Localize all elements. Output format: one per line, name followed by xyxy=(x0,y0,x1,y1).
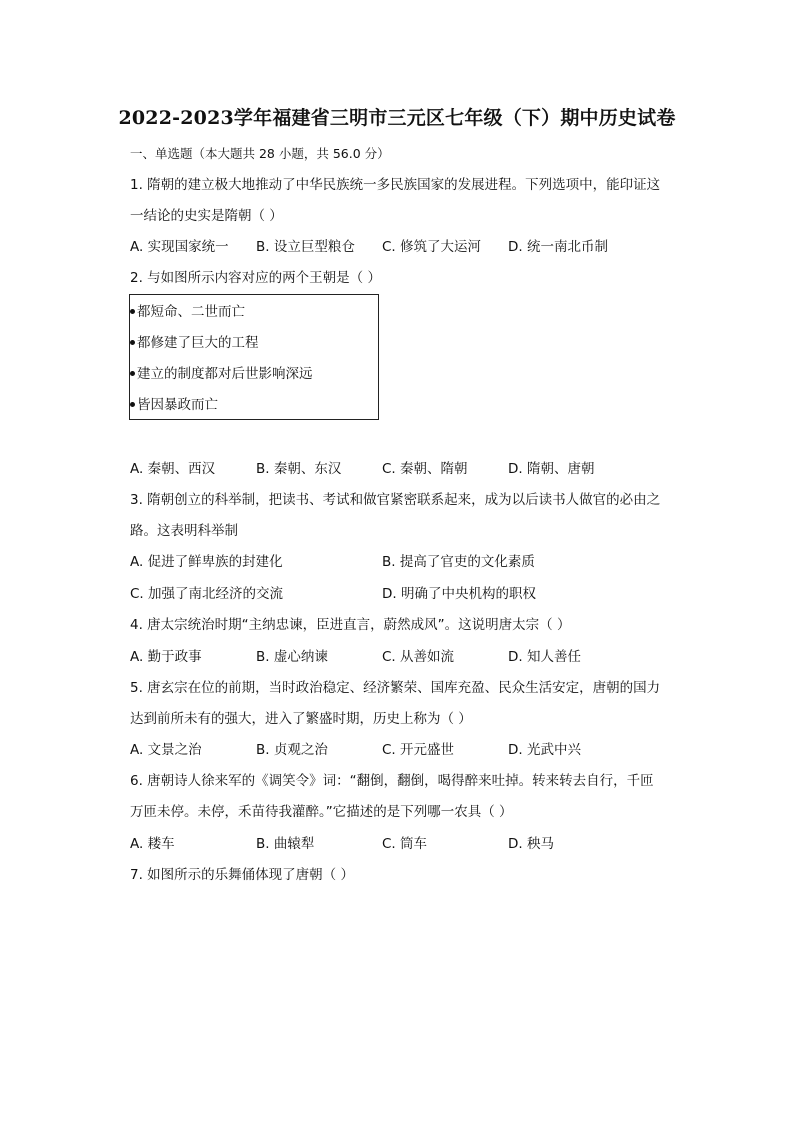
question-4-option-d: D. 知人善任 xyxy=(508,649,581,665)
question-3-option-a: A. 促进了鲜卑族的封建化 xyxy=(130,554,283,570)
question-6-option-a: A. 耧车 xyxy=(130,836,175,852)
question-3-option-c: C. 加强了南北经济的交流 xyxy=(130,586,284,602)
question-1-option-b: B. 设立巨型粮仓 xyxy=(256,239,355,255)
section-header: 一、单选题（本大题共 28 小题，共 56.0 分） xyxy=(130,146,390,161)
bullet-icon xyxy=(130,309,135,314)
question-1-line-2: 一结论的史实是隋朝（ ） xyxy=(130,208,283,224)
question-2-option-c: C. 秦朝、隋朝 xyxy=(382,461,468,477)
bullet-icon xyxy=(130,402,135,407)
box-item: 建立的制度都对后世影响深远 xyxy=(130,364,313,384)
question-5-option-a: A. 文景之治 xyxy=(130,742,202,758)
question-3-option-d: D. 明确了中央机构的职权 xyxy=(382,586,536,602)
question-5-line-1: 5. 唐玄宗在位的前期，当时政治稳定、经济繁荣、国库充盈、民众生活安定，唐朝的国力 xyxy=(130,680,661,696)
question-2-line-1: 2. 与如图所示内容对应的两个王朝是（ ） xyxy=(130,270,381,286)
question-1-option-a: A. 实现国家统一 xyxy=(130,239,229,255)
question-4-option-b: B. 虚心纳谏 xyxy=(256,649,328,665)
bullet-icon xyxy=(130,340,135,345)
question-6-line-1: 6. 唐朝诗人徐来军的《调笑令》词：“翻倒，翻倒，喝得醉来吐掉。转来转去自行，千匝 xyxy=(130,773,654,789)
question-6-option-b: B. 曲辕犁 xyxy=(256,836,315,852)
box-item: 皆因暴政而亡 xyxy=(130,395,218,415)
question-3-line-1: 3. 隋朝创立的科举制，把读书、考试和做官紧密联系起来，成为以后读书人做官的必由之 xyxy=(130,492,661,508)
box-item: 都修建了巨大的工程 xyxy=(130,333,259,353)
question-1-line-1: 1. 隋朝的建立极大地推动了中华民族统一多民族国家的发展进程。下列选项中，能印证这 xyxy=(130,177,661,193)
question-4-option-a: A. 勤于政事 xyxy=(130,649,202,665)
question-3-option-b: B. 提高了官吏的文化素质 xyxy=(382,554,535,570)
question-4-option-c: C. 从善如流 xyxy=(382,649,455,665)
page-title: 2022-2023学年福建省三明市三元区七年级（下）期中历史试卷 xyxy=(118,107,676,129)
bullet-icon xyxy=(130,371,135,376)
question-6-line-2: 万匝未停。未停，禾苗待我灌醉。”它描述的是下列哪一农具（ ） xyxy=(130,804,513,820)
question-6-option-d: D. 秧马 xyxy=(508,836,554,852)
question-5-line-2: 达到前所未有的强大，进入了繁盛时期，历史上称为（ ） xyxy=(130,711,472,727)
question-4-line-1: 4. 唐太宗统治时期“主纳忠谏，臣进直言，蔚然成风”。这说明唐太宗（ ） xyxy=(130,617,571,633)
question-7-line-1: 7. 如图所示的乐舞俑体现了唐朝（ ） xyxy=(130,867,354,883)
box-item: 都短命、二世而亡 xyxy=(130,302,245,322)
question-2-option-a: A. 秦朝、西汉 xyxy=(130,461,216,477)
question-2-option-b: B. 秦朝、东汉 xyxy=(256,461,342,477)
question-5-option-d: D. 光武中兴 xyxy=(508,742,581,758)
question-1-option-d: D. 统一南北币制 xyxy=(508,239,608,255)
question-3-line-2: 路。这表明科举制 xyxy=(130,523,238,539)
question-6-option-c: C. 筒车 xyxy=(382,836,428,852)
question-5-option-c: C. 开元盛世 xyxy=(382,742,455,758)
question-2-option-d: D. 隋朝、唐朝 xyxy=(508,461,595,477)
question-5-option-b: B. 贞观之治 xyxy=(256,742,328,758)
question-1-option-c: C. 修筑了大运河 xyxy=(382,239,482,255)
